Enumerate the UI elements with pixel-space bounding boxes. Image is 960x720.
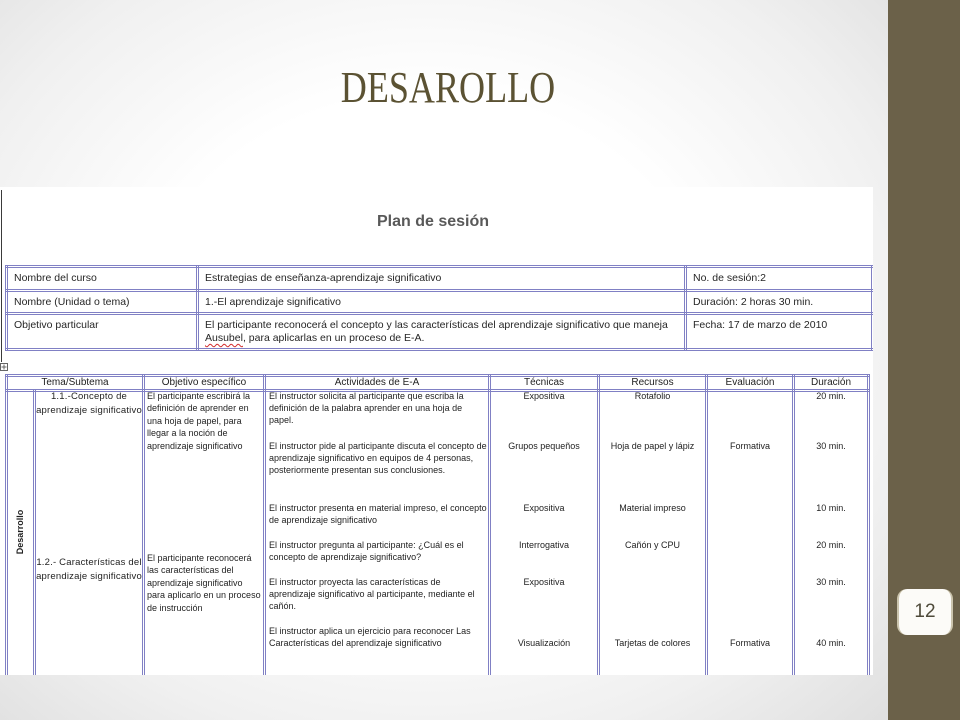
column-divider [867, 374, 870, 675]
duration-cell: 10 min. [816, 503, 846, 513]
technique-cell: Interrogativa [518, 540, 570, 550]
technique-cell: Expositiva [523, 503, 565, 513]
course-value: Estrategias de enseñanza-aprendizaje significativo [198, 267, 686, 291]
topic-cell: 1.2.- Características del aprendizaje significativo [36, 557, 142, 582]
column-divider [705, 374, 708, 675]
plan-heading: Plan de sesión [376, 213, 490, 230]
activity-cell: El instructor proyecta las características de aprendizaje significativo al participante, mediante el cañón. [269, 577, 475, 612]
slide-title: DESAROLLO [340, 63, 556, 112]
duration-cell: 30 min. [816, 441, 846, 451]
table-move-handle-icon [0, 363, 8, 371]
objective-text-end: , para aplicarlas en un proceso de E-A. [242, 332, 425, 344]
header-duration: Duración [810, 377, 852, 388]
unit-label: Nombre (Unidad o tema) [7, 291, 198, 314]
objective-label: Objetivo particular [7, 314, 198, 350]
objective-text-start: El participante reconocerá el concepto y las características del aprendizaje significativo que maneja [205, 319, 668, 331]
stage-label: Desarrollo [15, 509, 25, 555]
technique-cell: Visualización [517, 638, 571, 648]
header-evaluation: Evaluación [725, 377, 775, 388]
column-divider [597, 374, 600, 675]
activity-cell: El instructor aplica un ejercicio para reconocer Las Características del aprendizaje significativo [269, 626, 471, 649]
objective-value [198, 314, 686, 350]
duration-cell: 20 min. [816, 391, 846, 401]
course-info-table [5, 265, 873, 351]
slide-number: 12 [914, 601, 936, 622]
technique-cell: Grupos pequeños [508, 441, 580, 451]
header-objective: Objetivo específico [161, 377, 247, 388]
resource-cell: Cañón y CPU [624, 540, 681, 550]
course-label: Nombre del curso [7, 267, 198, 291]
objective-cell: El participante escribirá la definición de aprender en una hoja de papel, para llegar a la noción de aprendizaje significativo [147, 391, 251, 451]
duration-cell: 30 min. [816, 577, 846, 587]
activity-cell: El instructor pregunta al participante: ¿Cuál es el concepto de aprendizaje significativo? [269, 540, 464, 563]
header-topic: Tema/Subtema [41, 377, 109, 388]
spellcheck-flagged-word: Ausubel [205, 332, 243, 344]
slide-number-box [897, 589, 953, 635]
topic-cell: 1.1.-Concepto de aprendizaje significativo [36, 391, 142, 416]
resource-cell: Hoja de papel y lápiz [610, 441, 695, 451]
unit-row [7, 291, 873, 314]
column-divider [263, 374, 266, 675]
resource-cell: Material impreso [619, 503, 686, 513]
session-duration: Duración: 2 horas 30 min. [686, 291, 873, 314]
objective-row [7, 314, 873, 350]
duration-cell: 20 min. [816, 540, 846, 550]
column-divider [33, 389, 36, 675]
unit-value: 1.-El aprendizaje significativo [198, 291, 686, 314]
resource-cell: Rotafolio [634, 391, 671, 401]
resource-cell: Tarjetas de colores [614, 638, 691, 648]
duration-cell: 40 min. [816, 638, 846, 648]
column-divider [488, 374, 491, 675]
technique-cell: Expositiva [523, 577, 565, 587]
activity-cell: El instructor pide al participante discuta el concepto de aprendizaje significativo en equipos de 4 personas, posteriormente presentan sus conclusiones. [269, 441, 487, 476]
session-plan-image [0, 187, 873, 675]
evaluation-cell: Formativa [729, 441, 770, 451]
column-divider [5, 374, 8, 675]
activity-cell: El instructor solicita al participante que escriba la definición de la palabra aprender en una hoja de papel. [269, 391, 464, 426]
session-date: Fecha: 17 de marzo de 2010 [686, 314, 873, 350]
activity-cell: El instructor presenta en material impreso, el concepto de aprendizaje significativo [269, 503, 487, 526]
session-table [5, 374, 872, 675]
column-divider [792, 374, 795, 675]
objective-cell: El participante reconocerá las características del aprendizaje significativo para aplicarlo en un proceso de instrucción [147, 553, 261, 613]
course-row [7, 267, 873, 291]
column-divider [142, 374, 145, 675]
technique-cell: Expositiva [523, 391, 565, 401]
evaluation-cell: Formativa [729, 638, 770, 648]
header-activities: Actividades de E-A [334, 377, 420, 388]
session-number: No. de sesión:2 [686, 267, 873, 291]
header-resources: Recursos [631, 377, 674, 388]
header-techniques: Técnicas [523, 377, 564, 388]
